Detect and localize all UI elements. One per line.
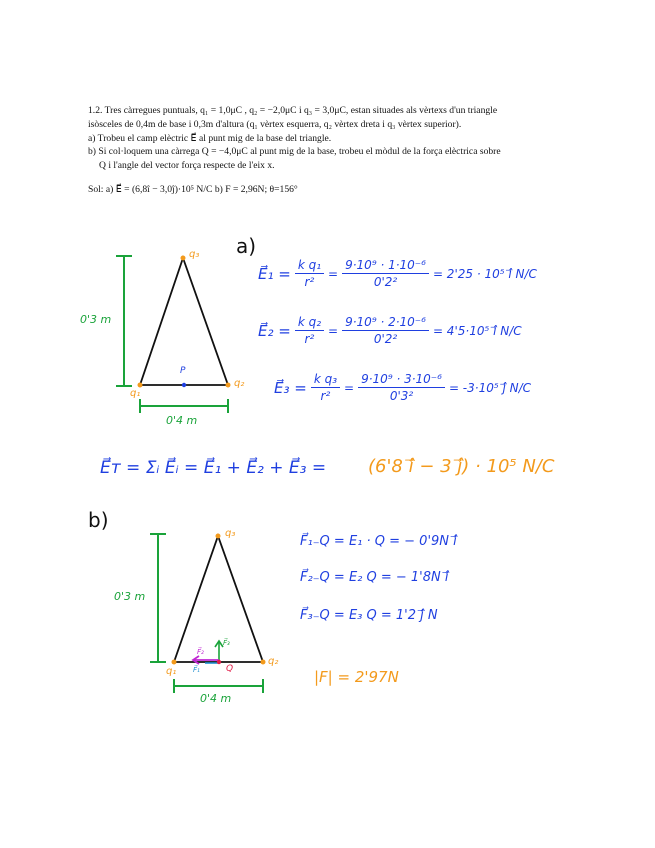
label-height-b: 0'3 m <box>114 590 146 603</box>
e3-den: r² <box>320 389 331 403</box>
e1-eq: = <box>328 266 339 281</box>
label-point-p: P <box>180 366 186 376</box>
problem-line-4: b) Si col·loquem una càrrega Q = −4,0μC al punt mig de la base, trobeu el mòdul de la força elèctrica sobre <box>88 146 501 158</box>
vertex-q1-dot-a <box>138 383 143 388</box>
problem-line-5: Q i l'angle del vector força respecte de l'eix x. <box>99 160 275 172</box>
e2-num: k q₂ <box>295 315 324 331</box>
total-field-lhs: E⃗ᴛ = Σᵢ E⃗ᵢ = E⃗₁ + E⃗₂ + E⃗₃ = <box>100 458 327 478</box>
equation-e2 <box>258 315 522 346</box>
e1-result: = 2'25 · 10⁵ î⃗ N/C <box>432 266 537 281</box>
midpoint-dot-a <box>182 383 186 387</box>
e1-lhs: E⃗₁ = <box>258 264 291 283</box>
e3-eq: = <box>344 380 355 395</box>
e2-num2: 9·10⁹ · 2·10⁻⁶ <box>342 315 429 331</box>
label-q3-b: q₃ <box>225 528 236 539</box>
e3-num: k q₃ <box>311 372 340 388</box>
label-f1-vector: F⃗₁ <box>193 666 200 674</box>
vertex-q3-dot-b <box>216 534 221 539</box>
equation-e1 <box>258 258 537 289</box>
problem-line-2: isòsceles de 0,4m de base i 0,3m d'altura (q₁ vèrtex esquerra, q₂ vèrtex dreta i q₃ vèrtex superior). <box>88 118 462 130</box>
e3-num2: 9·10⁹ · 3·10⁻⁶ <box>358 372 445 388</box>
solution-line: Sol: a) E⃗ = (6,8î − 3,0ĵ)·10⁵ N/C b) F = 2,96N; θ=156° <box>88 183 298 195</box>
e2-lhs: E⃗₂ = <box>258 321 291 340</box>
e2-result: = 4'5·10⁵ î⃗ N/C <box>432 323 522 338</box>
e3-lhs: E⃗₃ = <box>274 378 307 397</box>
label-height-a: 0'3 m <box>80 313 112 326</box>
vertex-q1-dot-b <box>172 660 177 665</box>
e3-result: = -3·10⁵ ĵ⃗ N/C <box>448 380 532 395</box>
label-charge-q: Q <box>226 664 234 674</box>
label-f2-vector: F⃗₂ <box>197 648 204 656</box>
equation-e3 <box>274 372 531 403</box>
e2-den: r² <box>304 332 315 346</box>
force-f2q: F⃗₂₋Q = E₂ Q = − 1'8N î⃗ <box>300 570 449 585</box>
e2-eq: = <box>328 323 339 338</box>
label-q2-b: q₂ <box>268 656 279 667</box>
label-q3-a: q₃ <box>189 249 200 260</box>
label-q1-a: q₁ <box>130 388 141 399</box>
force-modulus: |F| = 2'97N <box>314 668 399 686</box>
force-f1q: F⃗₁₋Q = E₁ · Q = − 0'9N î⃗ <box>300 534 457 549</box>
problem-line-3: a) Trobeu el camp elèctric E⃗ al punt mig de la base del triangle. <box>88 132 332 144</box>
label-f3-vector: F⃗₃ <box>223 639 230 647</box>
part-a-label: a) <box>236 234 257 258</box>
e2-den2: 0'2² <box>373 332 398 346</box>
label-base-a: 0'4 m <box>166 414 198 427</box>
e1-den: r² <box>304 275 315 289</box>
vertex-q2-dot-b <box>261 660 266 665</box>
force-f3q: F⃗₃₋Q = E₃ Q = 1'2 ĵ⃗ N <box>300 608 438 623</box>
vertex-q2-dot-a <box>226 383 231 388</box>
vertex-q3-dot-a <box>181 256 186 261</box>
total-field-rhs: (6'8 î⃗ − 3 ĵ⃗) · 10⁵ N/C <box>368 456 555 477</box>
charge-q-dot <box>217 660 221 664</box>
part-b-label: b) <box>88 508 109 532</box>
e1-num2: 9·10⁹ · 1·10⁻⁶ <box>342 258 429 274</box>
e1-den2: 0'2² <box>373 275 398 289</box>
problem-line-1: 1.2. Tres càrregues puntuals, q₁ = 1,0μC , q₂ = −2,0μC i q₃ = 3,0μC, estan situades als vèrtexs d'un triangle <box>88 105 498 116</box>
label-q2-a: q₂ <box>234 378 245 389</box>
label-base-b: 0'4 m <box>200 692 232 705</box>
e1-num: k q₁ <box>295 258 324 274</box>
label-q1-b: q₁ <box>166 666 177 677</box>
e3-den2: 0'3² <box>389 389 414 403</box>
